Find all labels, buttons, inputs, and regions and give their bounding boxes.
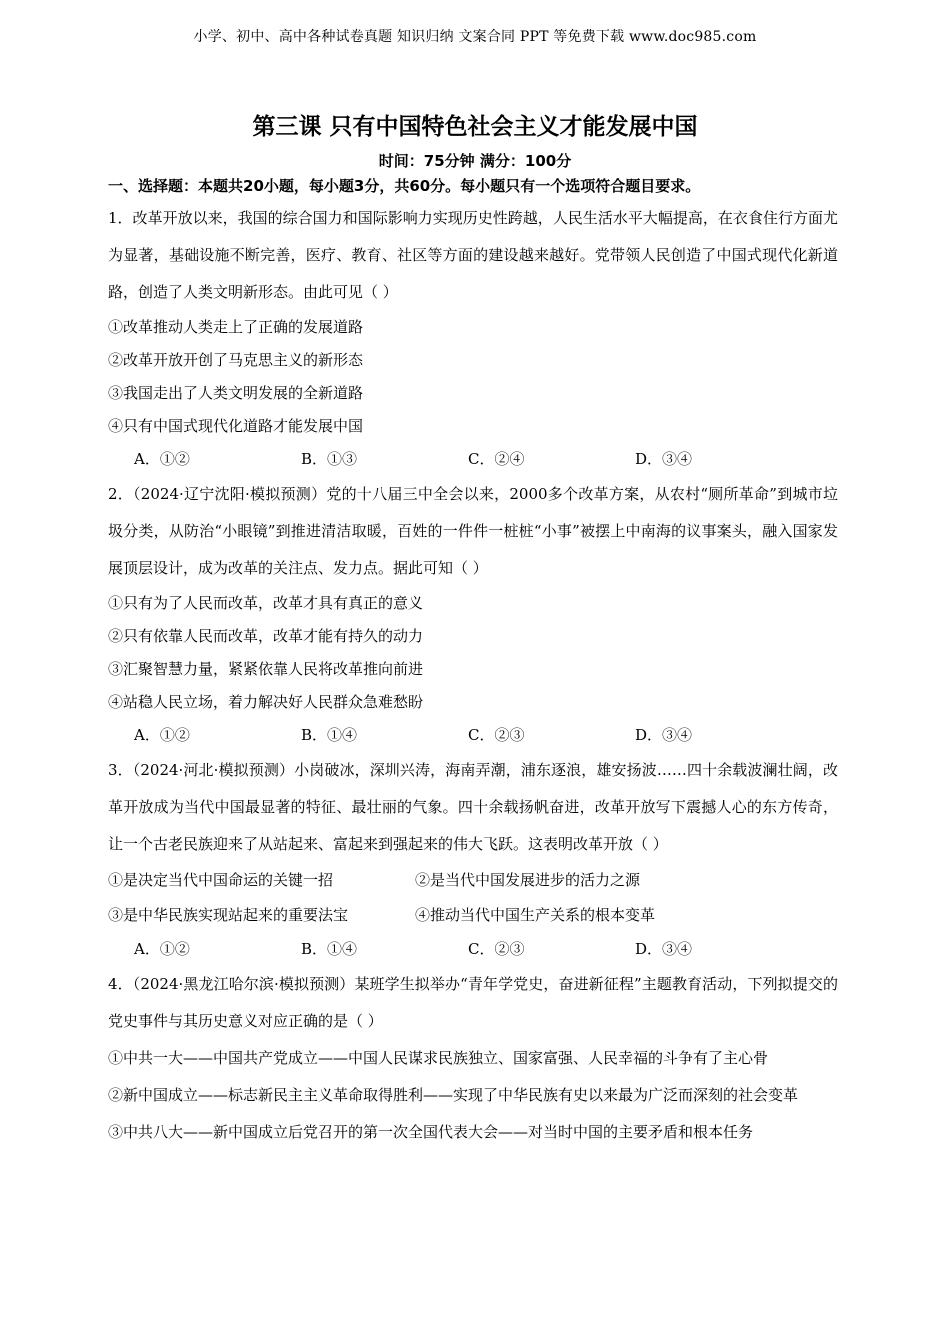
statement-option: ③汇聚智慧力量，紧紧依靠人民将改革推向前进 bbox=[108, 660, 424, 678]
answer-choices bbox=[108, 933, 838, 966]
statement-option: ①只有为了人民而改革，改革才具有真正的意义 bbox=[108, 594, 424, 612]
answer-choices bbox=[108, 443, 838, 476]
statement-option: ④站稳人民立场，着力解决好人民群众急难愁盼 bbox=[108, 693, 424, 711]
choice-d: D．③④ bbox=[635, 450, 693, 468]
choice-a: A．①② bbox=[134, 726, 190, 744]
statement-option: ④只有中国式现代化道路才能发展中国 bbox=[108, 417, 364, 435]
question-2 bbox=[108, 476, 838, 752]
question-3 bbox=[108, 752, 838, 966]
question-stem: 3．（2024·河北·模拟预测）小岗破冰，深圳兴涛，海南弄潮，浦东逐浪，雄安扬波……四十余载波澜壮阔，改革开放成为当代中国最显著的特征、最壮丽的气象。四十余载扬帆奋进，改革开放写下震撼人心的东方传奇，让一个古老民族迎来了从站起来、富起来到强起来的伟大飞跃。这表明改革开放（ ） bbox=[108, 761, 838, 853]
statement-row bbox=[108, 898, 838, 933]
choice-d: D．③④ bbox=[635, 726, 693, 744]
statement-row bbox=[108, 863, 838, 898]
choice-c: C．②③ bbox=[468, 726, 525, 744]
statement-option: ③我国走出了人类文明发展的全新道路 bbox=[108, 384, 364, 402]
statement-option: ②新中国成立——标志新民主主义革命取得胜利——实现了中华民族有史以来最为广泛而深刻的社会变革 bbox=[108, 1086, 799, 1104]
exam-info: 时间：75分钟 满分：100分 bbox=[378, 152, 572, 170]
statement-option: ①中共一大——中国共产党成立——中国人民谋求民族独立、国家富强、人民幸福的斗争有了主心骨 bbox=[108, 1049, 769, 1067]
choice-b: B．①④ bbox=[301, 726, 358, 744]
page-title: 第三课 只有中国特色社会主义才能发展中国 bbox=[252, 114, 698, 140]
question-1 bbox=[108, 200, 838, 476]
statement-option: ③是中华民族实现站起来的重要法宝 bbox=[108, 906, 349, 924]
choice-c: C．②④ bbox=[468, 450, 525, 468]
statement-option: ①是决定当代中国命运的关键一招 bbox=[108, 871, 334, 889]
choice-b: B．①④ bbox=[301, 940, 358, 958]
statement-option: ②改革开放开创了马克思主义的新形态 bbox=[108, 351, 364, 369]
choice-a: A．①② bbox=[134, 940, 190, 958]
page-header: 小学、初中、高中各种试卷真题 知识归纳 文案合同 PPT 等免费下载 www.doc985.com bbox=[193, 29, 757, 45]
choice-d: D．③④ bbox=[635, 940, 693, 958]
statement-option: ②只有依靠人民而改革，改革才能有持久的动力 bbox=[108, 627, 424, 645]
choice-b: B．①③ bbox=[301, 450, 358, 468]
statement-option: ①改革推动人类走上了正确的发展道路 bbox=[108, 318, 364, 336]
question-stem: 1．改革开放以来，我国的综合国力和国际影响力实现历史性跨越，人民生活水平大幅提高，在衣食住行方面尤为显著，基础设施不断完善，医疗、教育、社区等方面的建设越来越好。党带领人民创造了中国式现代化新道路，创造了人类文明新形态。由此可见（ ） bbox=[108, 209, 838, 301]
question-4 bbox=[108, 966, 838, 1151]
statement-option: ③中共八大——新中国成立后党召开的第一次全国代表大会——对当时中国的主要矛盾和根本任务 bbox=[108, 1123, 754, 1141]
choice-a: A．①② bbox=[134, 450, 190, 468]
choice-c: C．②③ bbox=[468, 940, 525, 958]
section-heading: 一、选择题：本题共20小题，每小题3分，共60分。每小题只有一个选项符合题目要求。 bbox=[108, 177, 701, 195]
answer-choices bbox=[108, 719, 838, 752]
exam-body bbox=[108, 176, 838, 1151]
statement-option: ④推动当代中国生产关系的根本变革 bbox=[415, 906, 656, 924]
question-stem: 2．（2024·辽宁沈阳·模拟预测）党的十八届三中全会以来，2000多个改革方案，从农村“厕所革命”到城市垃圾分类，从防治“小眼镜”到推进清洁取暖，百姓的一件件一桩桩“小事”被摆上中南海的议事案头，融入国家发展顶层设计，成为改革的关注点、发力点。据此可知（ ） bbox=[108, 485, 838, 577]
question-stem: 4．（2024·黑龙江哈尔滨·模拟预测）某班学生拟举办“青年学党史，奋进新征程”主题教育活动，下列拟提交的党史事件与其历史意义对应正确的是（ ） bbox=[108, 975, 838, 1030]
statement-option: ②是当代中国发展进步的活力之源 bbox=[415, 871, 641, 889]
